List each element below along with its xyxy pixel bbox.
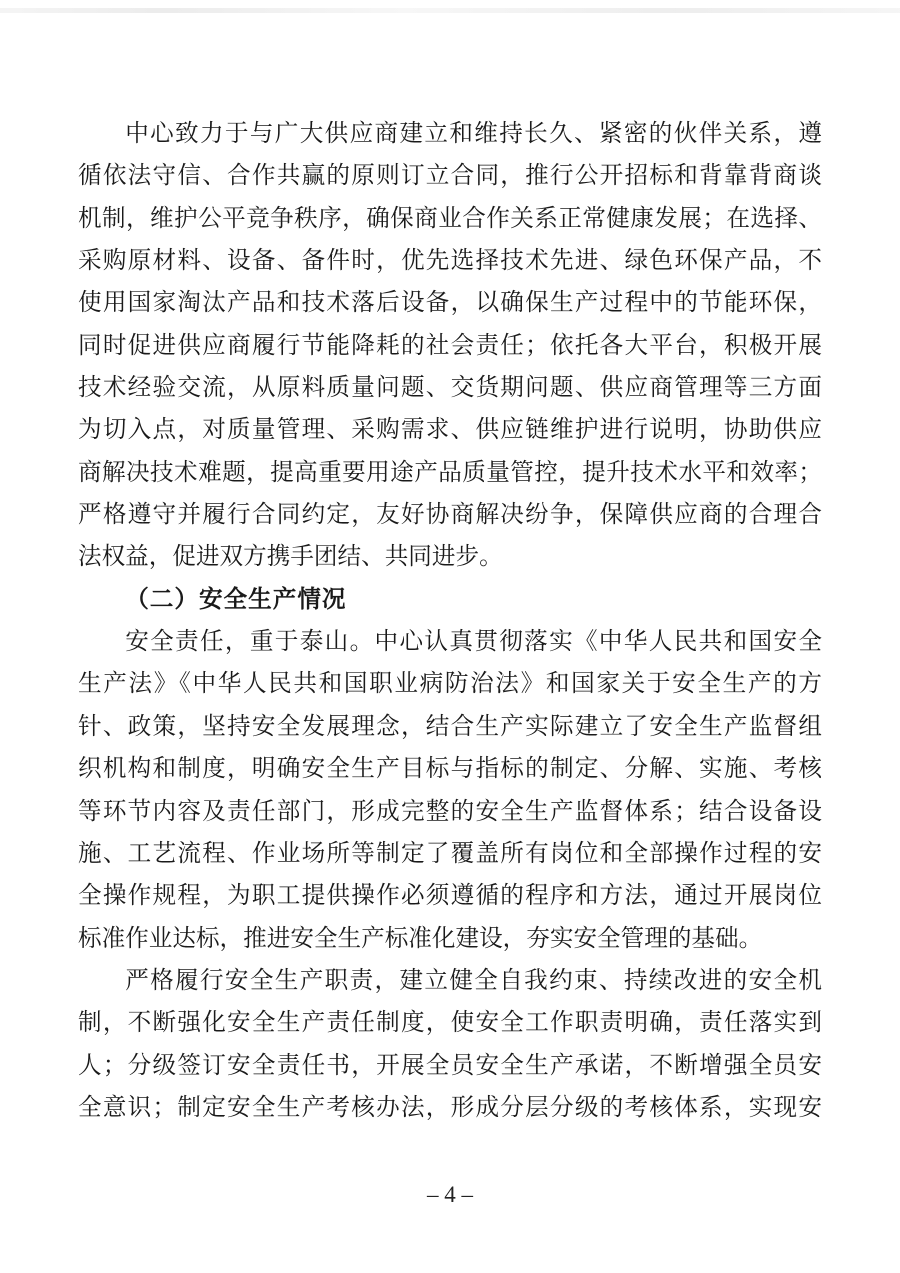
text-line: 为切入点，对质量管理、采购需求、供应链维护进行说明，协助供应 <box>78 417 822 444</box>
text-line: 严格履行安全生产职责，建立健全自我约束、持续改进的安全机 <box>125 967 822 994</box>
scan-edge-artifact <box>0 8 900 13</box>
text-line: 全意识；制定安全生产考核办法，形成分层分级的考核体系，实现安 <box>78 1094 822 1121</box>
text-line: 同时促进供应商履行节能降耗的社会责任；依托各大平台，积极开展 <box>78 332 822 359</box>
text-line: 循依法守信、合作共赢的原则订立合同，推行公开招标和背靠背商谈 <box>78 163 822 190</box>
text-line: 等环节内容及责任部门，形成完整的安全生产监督体系；结合设备设 <box>78 798 822 825</box>
text-line: 制，不断强化安全生产责任制度，使安全工作职责明确，责任落实到 <box>78 1010 822 1037</box>
text-line: 施、工艺流程、作业场所等制定了覆盖所有岗位和全部操作过程的安 <box>78 840 822 867</box>
text-block <box>78 113 822 1129</box>
text-line: 机制，维护公平竞争秩序，确保商业合作关系正常健康发展；在选择、 <box>78 205 822 232</box>
text-line: 标准作业达标，推进安全生产标准化建设，夯实安全管理的基础。 <box>78 925 763 952</box>
text-line: 全操作规程，为职工提供操作必须遵循的程序和方法，通过开展岗位 <box>78 883 822 910</box>
text-line: 人；分级签订安全责任书，开展全员安全生产承诺，不断增强全员安 <box>78 1052 822 1079</box>
text-line: 中心致力于与广大供应商建立和维持长久、紧密的伙伴关系，遵 <box>125 121 822 147</box>
paragraph <box>78 960 822 1129</box>
text-line: 织机构和制度，明确安全生产目标与指标的制定、分解、实施、考核 <box>78 756 822 783</box>
text-line: 安全责任，重于泰山。中心认真贯彻落实《中华人民共和国安全 <box>125 629 822 656</box>
page-number: – 4 – <box>427 1182 473 1207</box>
text-line: 使用国家淘汰产品和技术落后设备，以确保生产过程中的节能环保， <box>78 290 822 317</box>
text-line: 商解决技术难题，提高重要用途产品质量管控，提升技术水平和效率； <box>78 459 822 486</box>
text-line: 严格遵守并履行合同约定，友好协商解决纷争，保障供应商的合理合 <box>78 502 822 529</box>
paragraph <box>78 621 822 960</box>
text-line: 法权益，促进双方携手团结、共同进步。 <box>78 544 503 571</box>
text-line: 针、政策，坚持安全发展理念，结合生产实际建立了安全生产监督组 <box>78 713 822 740</box>
heading-line: （二）安全生产情况 <box>125 586 347 613</box>
text-line: 生产法》《中华人民共和国职业病防治法》和国家关于安全生产的方 <box>78 671 822 698</box>
text-line: 采购原材料、设备、备件时，优先选择技术先进、绿色环保产品，不 <box>78 248 822 275</box>
paragraph <box>78 113 822 579</box>
text-line: 技术经验交流，从原料质量问题、交货期问题、供应商管理等三方面 <box>78 375 822 402</box>
section-heading <box>78 579 822 621</box>
